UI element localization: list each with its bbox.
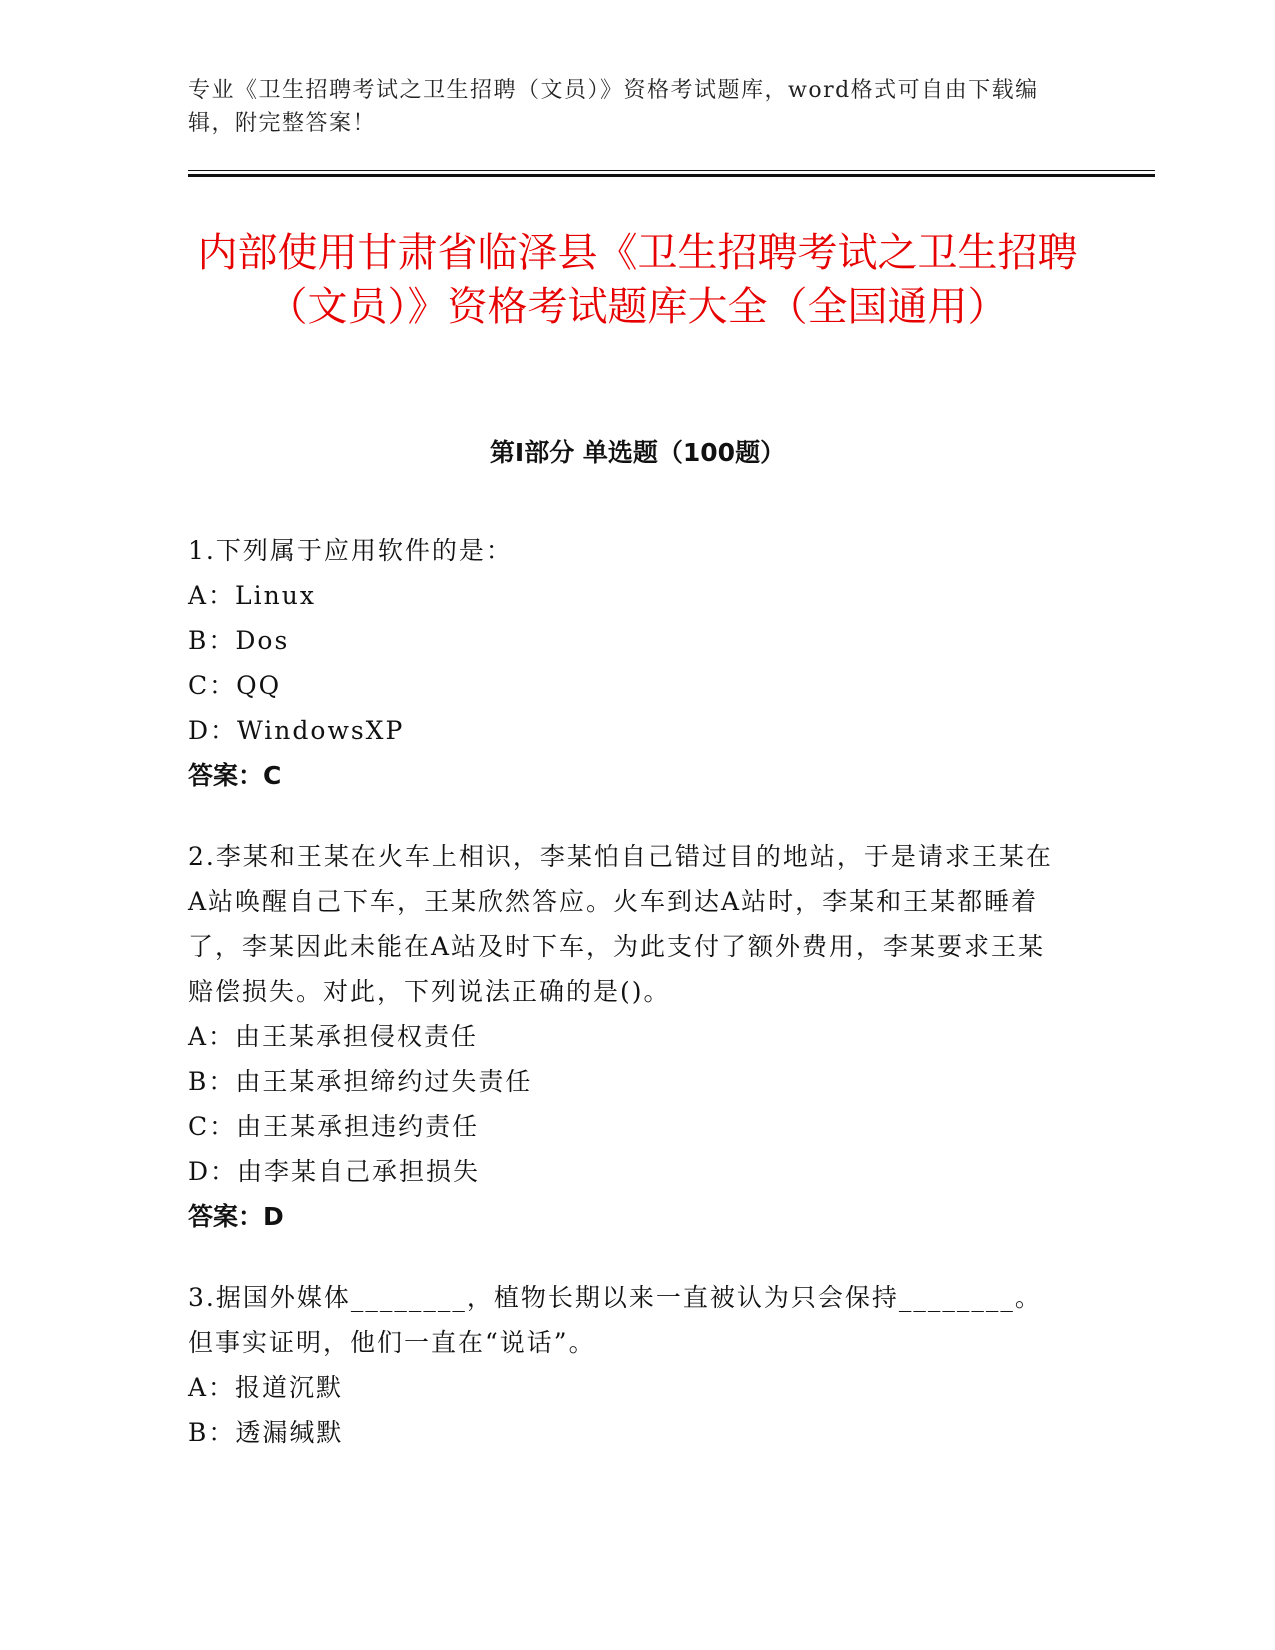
option-a: A：由王某承担侵权责任 <box>188 1022 479 1051</box>
question-3 <box>188 1275 1068 1455</box>
option-d: D：由李某自己承担损失 <box>188 1157 481 1186</box>
option-a: A：Linux <box>188 581 316 610</box>
option-b: B：透漏缄默 <box>188 1418 344 1447</box>
option-c: C：QQ <box>188 671 282 700</box>
question-stem: 3.据国外媒体________，植物长期以来一直被认为只会保持________。但事实证明，他们一直在“说话”。 <box>188 1283 1042 1357</box>
question-stem: 1.下列属于应用软件的是： <box>188 536 513 565</box>
option-b: B：Dos <box>188 626 290 655</box>
question-stem: 2.李某和王某在火车上相识，李某怕自己错过目的地站，于是请求王某在A站唤醒自己下车，王某欣然答应。火车到达A站时，李某和王某都睡着了，李某因此未能在A站及时下车，为此支付了额外费用，李某要求王某赔偿损失。对此，下列说法正确的是()。 <box>188 842 1053 1006</box>
option-d: D：WindowsXP <box>188 716 405 745</box>
header-divider-thick <box>188 174 1155 177</box>
option-c: C：由王某承担违约责任 <box>188 1112 480 1141</box>
question-list <box>188 528 1068 1491</box>
header-divider-thin <box>188 170 1155 171</box>
section-heading: 第Ⅰ部分 单选题（100题） <box>489 438 786 467</box>
header-note: 专业《卫生招聘考试之卫生招聘（文员）》资格考试题库，word格式可自由下载编辑，附完整答案！ <box>188 78 1039 136</box>
answer-line: 答案：D <box>188 1202 284 1231</box>
document-title: 内部使用甘肃省临泽县《卫生招聘考试之卫生招聘（文员）》资格考试题库大全（全国通用） <box>197 230 1078 330</box>
question-2 <box>188 834 1068 1239</box>
answer-line: 答案：C <box>188 761 282 790</box>
option-a: A：报道沉默 <box>188 1373 344 1402</box>
question-1 <box>188 528 1068 798</box>
option-b: B：由王某承担缔约过失责任 <box>188 1067 533 1096</box>
